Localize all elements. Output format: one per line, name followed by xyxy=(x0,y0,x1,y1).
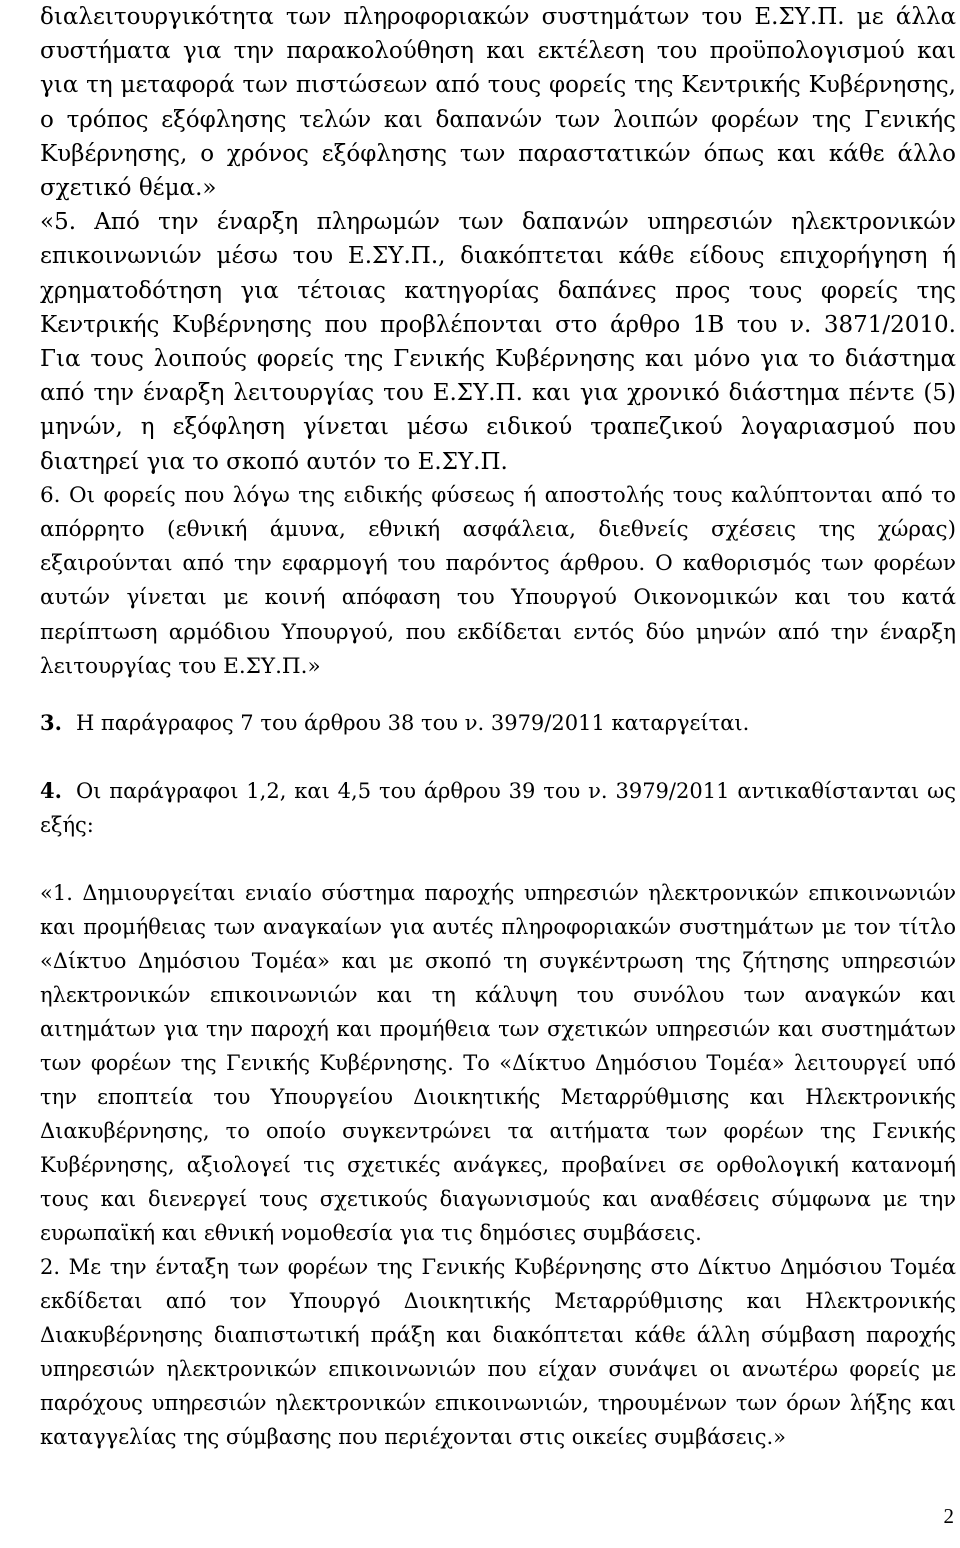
list-item-4 xyxy=(40,774,956,842)
list-number: 4. xyxy=(40,778,62,804)
paragraph-6: 6. Οι φορείς που λόγω της ειδικής φύσεως ή αποστολής τους καλύπτονται από το απόρρητο (εθνική άμυνα, εθνική ασφάλεια, διεθνείς σχέσεις της χώρας) εξαιρούνται από την εφαρμογή του παρόντος άρθρου. Ο καθορισμός των φορέων αυτών γίνεται με κοινή απόφαση του Υπουργού Οικονομικών και του κατά περίπτωση αρμόδιου Υπουργού, που εκδίδεται εντός δύο μηνών από την έναρξη λειτουργίας του Ε.ΣΥ.Π.» xyxy=(40,482,956,679)
page-number: 2 xyxy=(943,1504,954,1528)
list-item-3 xyxy=(40,706,956,740)
list-item-text: Η παράγραφος 7 του άρθρου 38 του ν. 3979/2011 καταργείται. xyxy=(75,711,750,736)
quoted-paragraph-1: «1. Δημιουργείται ενιαίο σύστημα παροχής υπηρεσιών ηλεκτρονικών επικοινωνιών και προμήθειας των αναγκαίων για αυτές πληροφοριακών συστημάτων με τον τίτλο «Δίκτυο Δημόσιου Τομέα» και με σκοπό τη συγκέντρωση της ζήτησης υπηρεσιών ηλεκτρονικών επικοινωνιών και τη κάλυψη του συνόλου των αναγκών και αιτημάτων για την παροχή και προμήθεια των σχετικών υπηρεσιών και συστημάτων των φορέων της Γενικής Κυβέρνησης. Το «Δίκτυο Δημόσιου Τομέα» λειτουργεί υπό την εποπτεία του Υπουργείου Διοικητικής Μεταρρύθμισης και Ηλεκτρονικής Διακυβέρνησης, το οποίο συγκεντρώνει τα αιτήματα των φορέων της Γενικής Κυβέρνησης, αξιολογεί τις σχετικές ανάγκες, προβαίνει σε ορθολογική κατανομή τους και διενεργεί τους σχετικούς διαγωνισμούς και αναθέσεις σύμφωνα με την ευρωπαϊκή και εθνική νομοθεσία για τις δημόσιες συμβάσεις. xyxy=(40,881,956,1246)
paragraph-5: «5. Από την έναρξη πληρωμών των δαπανών υπηρεσιών ηλεκτρονικών επικοινωνιών μέσω του Ε.ΣΥ.Π., διακόπτεται κάθε είδους επιχορήγηση ή χρηματοδότηση για τέτοιας κατηγορίας δαπάνες προς τους φορείς της Κεντρικής Κυβέρνησης που προβλέπονται στο άρθρο 1Β του ν. 3871/2010. Για τους λοιπούς φορείς της Γενικής Κυβέρνησης και μόνο για το διάστημα από την έναρξη λειτουργίας του Ε.ΣΥ.Π. και για χρονικό διάστημα πέντε (5) μηνών, η εξόφληση γίνεται μέσω ειδικού τραπεζικού λογαριασμού που διατηρεί για το σκοπό αυτόν το Ε.ΣΥ.Π. xyxy=(40,209,956,475)
quoted-paragraph-2: 2. Με την ένταξη των φορέων της Γενικής Κυβέρνησης στο Δίκτυο Δημόσιου Τομέα εκδίδεται από τον Υπουργό Διοικητικής Μεταρρύθμισης και Ηλεκτρονικής Διακυβέρνησης διαπιστωτική πράξη και διακόπτεται κάθε άλλη σύμβαση παροχής υπηρεσιών ηλεκτρονικών επικοινωνιών που είχαν συνάψει οι ανωτέρω φορείς με παρόχους υπηρεσιών ηλεκτρονικών επικοινωνιών, τηρουμένων των όρων λήξης και καταγγελίας της σύμβασης που περιέχονται στις οικείες συμβάσεις.» xyxy=(40,1255,956,1450)
list-item-text: Οι παράγραφοι 1,2, και 4,5 του άρθρου 39 του ν. 3979/2011 αντικαθίστανται ως εξής: xyxy=(40,779,956,838)
document-page xyxy=(40,0,956,1454)
paragraph-continuation: διαλειτουργικότητα των πληροφοριακών συστημάτων του Ε.ΣΥ.Π. με άλλα συστήματα για την παρακολούθηση και εκτέλεση του προϋπολογισμού και για τη μεταφορά των πιστώσεων από τους φορείς της Κεντρικής Κυβέρνησης, ο τρόπος εξόφλησης τελών και δαπανών των λοιπών φορέων της Γενικής Κυβέρνησης, ο χρόνος εξόφλησης των παραστατικών όπως και κάθε άλλο σχετικό θέμα.» xyxy=(40,4,956,202)
list-number: 3. xyxy=(40,710,62,736)
